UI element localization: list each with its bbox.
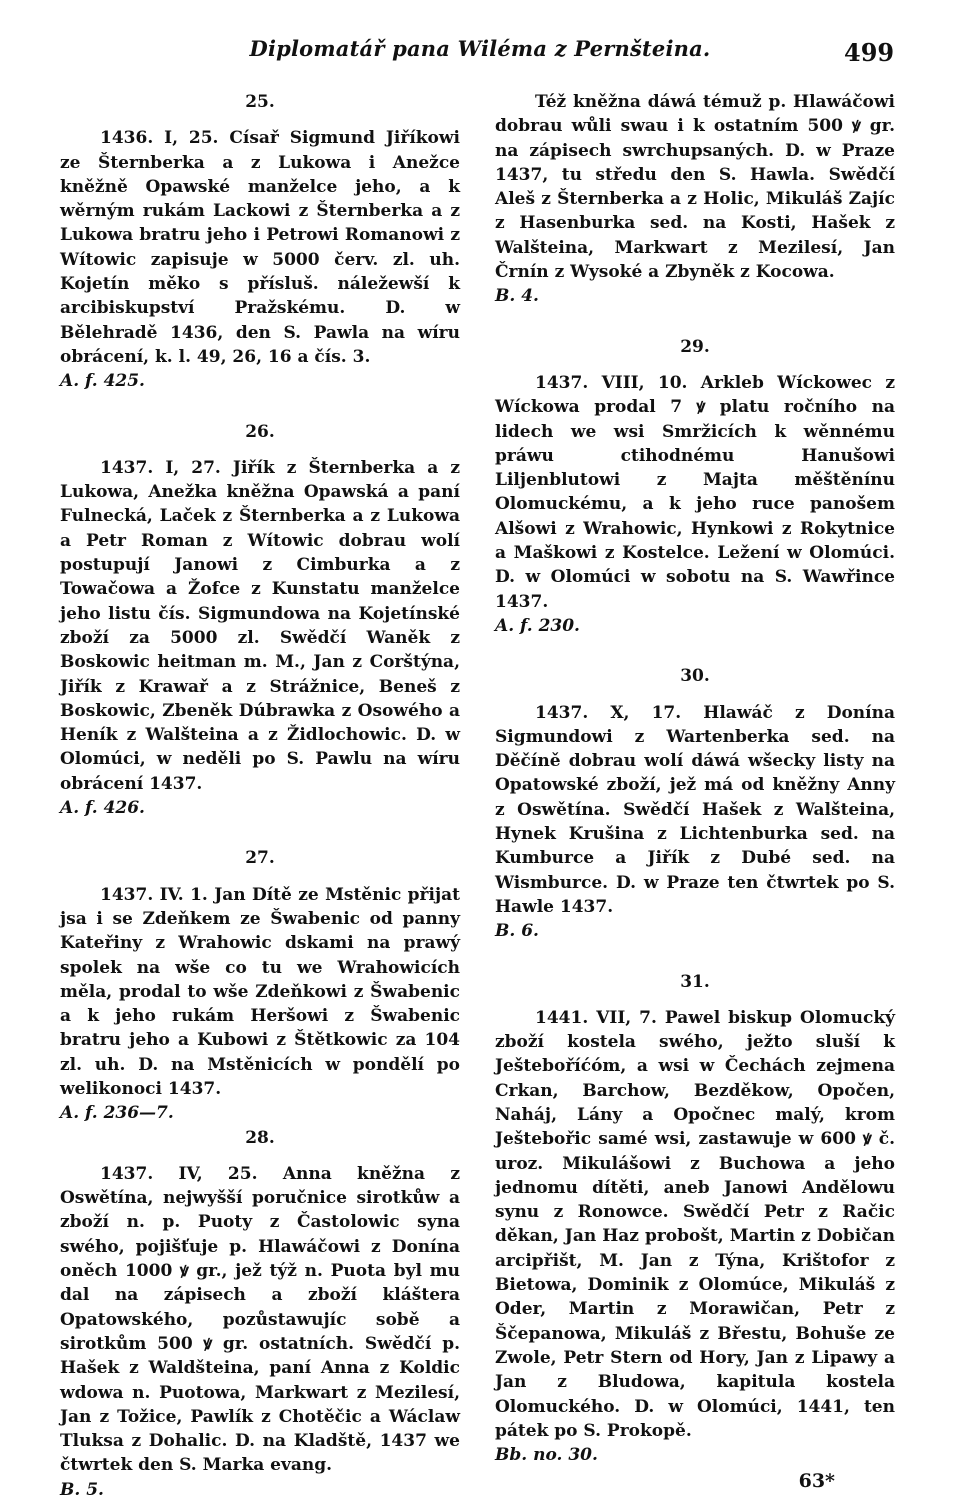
source-reference: A. f. 230. [495, 615, 580, 636]
printer-signature-mark: 63* [798, 1470, 835, 1493]
entry-text: 1436. I, 25. Císař Sigmund Jiříkowi ze Šternberka a z Lukowa i Anežce kněžně Opawské manželce jeho, a k wěrným rukám Lackowi z Šternberka a z Lukowa bratru jeho i Petrowi Romanowi z Wítowic zapisuje w 5000 červ. zl. uh. Kojetín měko s přísluš. náležewší k arcibiskupství Pražskému. D. w Bělehradě 1436, den S. Pawla na wíru obrácení, k. l. 49, 26, 16 a čís. 3. [60, 128, 460, 367]
source-reference: B. 5. [60, 1479, 104, 1500]
source-reference: Bb. no. 30. [495, 1445, 598, 1466]
entry-30 [495, 664, 895, 943]
entry-number: 28. [245, 1127, 275, 1148]
entry-number: 26. [245, 421, 275, 442]
source-reference: A. f. 426. [60, 798, 145, 819]
entry-number: 29. [680, 336, 710, 357]
entry-text: 1437. VIII, 10. Arkleb Wíckowec z Wíckowa prodal 7 ꝟ platu ročního na lidech we wsi Smržicích k wěnnému práwu ctihodnému Hanušowi Liljenblutowi z Majta měštěnínu Olomuckému, a k jeho ruce panošem Alšowi z Wrahowic, Hynkowi z Rokytnice a Maškowi z Kostelce. Ležení w Olomúci. D. w Olomúci w sobotu na S. Wawřince 1437. [495, 372, 895, 612]
source-reference: A. f. 236—7. [60, 1103, 174, 1124]
right-column [495, 90, 895, 1494]
entry-text: 1441. VII, 7. Pawel biskup Olomucký zboží kostela swého, ježto sluší k Ješteboříćóm, a wsi w Čechách zejmena Crkan, Barchow, Bezděkow, Opočen, Naháj, Lány a Opočnec malý, krom Ještebořic samé wsi, zastawuje w 600 ꝟ č. uroz. Mikulášowi z Buchowa a jeho jednomu dítěti, aneb Janowi Andělowu synu z Ronowce. Swědčí Petr z Račic děkan, Jan Haz probošt, Martin z Dobičan arcipřišt, M. Jan z Týna, Krištofor z Bietowa, Dominik z Olomúce, Mikuláš z Oder, Martin z Morawičan, Petr z Ščepanowa, Mikuláš z Břestu, Bohuše ze Zwole, Petr Stern od Hory, Jan z Lipawy a Jan z Bludowa, kapitula kostela Olomuckého. D. w Olomúci, 1441, ten pátek po S. Prokopě. [495, 1007, 895, 1441]
running-header-title: Diplomatář pana Wiléma z Pernšteina. [249, 36, 711, 61]
source-reference: B. 4. [495, 286, 539, 307]
entry-29 [495, 335, 895, 639]
entry-text: 1437. I, 27. Jiřík z Šternberka a z Lukowa, Anežka kněžna Opawská a paní Fulnecká, Laček z Šternberka a z Lukowa a Petr Roman z Wítowic dobrau wolí postupují Janowi z Cimburka a z Towačowa a Žofce z Kunstatu manželce jeho listu čís. Sigmundowa na Kojetínské zboží za 5000 zl. Swědčí Waněk z Boskowic heitman m. M., Jan z Corštýna, Jiřík z Krawař a z Strážnice, Beneš z Boskowic, Zbeněk Dúbrawka z Osowého a Heník z Walšteina a z Židlochowic. D. w Olomúci, w neděli po S. Pawlu na wíru obrácení 1437. [60, 457, 460, 794]
entry-26 [60, 420, 460, 821]
left-column [60, 90, 460, 1502]
entry-28 [60, 1126, 460, 1502]
entry-27 [60, 846, 460, 1125]
entry-number: 30. [680, 666, 710, 687]
page-number: 499 [844, 38, 895, 67]
entry-31 [495, 970, 895, 1468]
entry-28-continued [495, 90, 895, 309]
entry-number: 27. [245, 848, 275, 869]
entry-text: 1437. IV. 1. Jan Dítě ze Mstěnic přijat jsa i se Zdeňkem ze Šwabenic od panny Kateřiny z Wrahowic dskami na prawý spolek na wše co tu we Wrahowicích měla, prodal to wše Zdeňkowi z Šwabenic a k jeho rukám Heršowi z Šwabenic bratru jeho a Kubowi z Štětkowic za 104 zl. uh. D. na Mstěnicích w pondělí po welikonoci 1437. [60, 884, 460, 1099]
entry-text: 1437. X, 17. Hlawáč z Donína Sigmundowi z Wartenberka sed. na Děčíně dobrau wolí dáwá wšecky listy na Opatowské zboží, jež má od kněžny Anny z Oswětína. Swědčí Hašek z Walšteina, Hynek Krušina z Lichtenburka sed. na Kumburce a Jiřík z Dubé sed. na Wismburce. D. w Praze ten čtwrtek po S. Hawle 1437. [495, 702, 895, 917]
entry-25 [60, 90, 460, 394]
source-reference: A. f. 425. [60, 371, 145, 392]
entry-text: Též kněžna dáwá témuž p. Hlawáčowi dobrau wůli swau i k ostatním 500 ꝟ gr. na zápisech swrchupsaných. D. w Praze 1437, tu středu den S. Hawla. Swědčí Aleš z Šternberka a z Holic, Mikuláš Zajíc z Hasenburka sed. na Kosti, Hašek z Walšteina, Markwart z Mezilesí, Jan Črnín z Wysoké a Zbyněk z Kocowa. [495, 92, 895, 283]
entry-number: 25. [245, 92, 275, 112]
source-reference: B. 6. [495, 921, 539, 942]
entry-number: 31. [680, 971, 710, 992]
entry-text: 1437. IV, 25. Anna kněžna z Oswětína, nejwyšší poručnice sirotkůw a zboží n. p. Puoty z Častolowic syna swého, pojišťuje p. Hlawáčowi z Donína oněch 1000 ꝟ gr., jež týž n. Puota byl mu dal na zápisech a zboží kláštera Opatowského, pozůstawujíc sobě a sirotkům 500 ꝟ gr. ostatních. Swědčí p. Hašek z Waldšteina, paní Anna z Koldic wdowa n. Puotowa, Markwart z Mezilesí, Jan z Tožice, Pawlík z Chotěčic a Wáclaw Tluksa z Dohalic. D. na Kladště, 1437 we čtwrtek den S. Marka evang. [60, 1163, 460, 1476]
